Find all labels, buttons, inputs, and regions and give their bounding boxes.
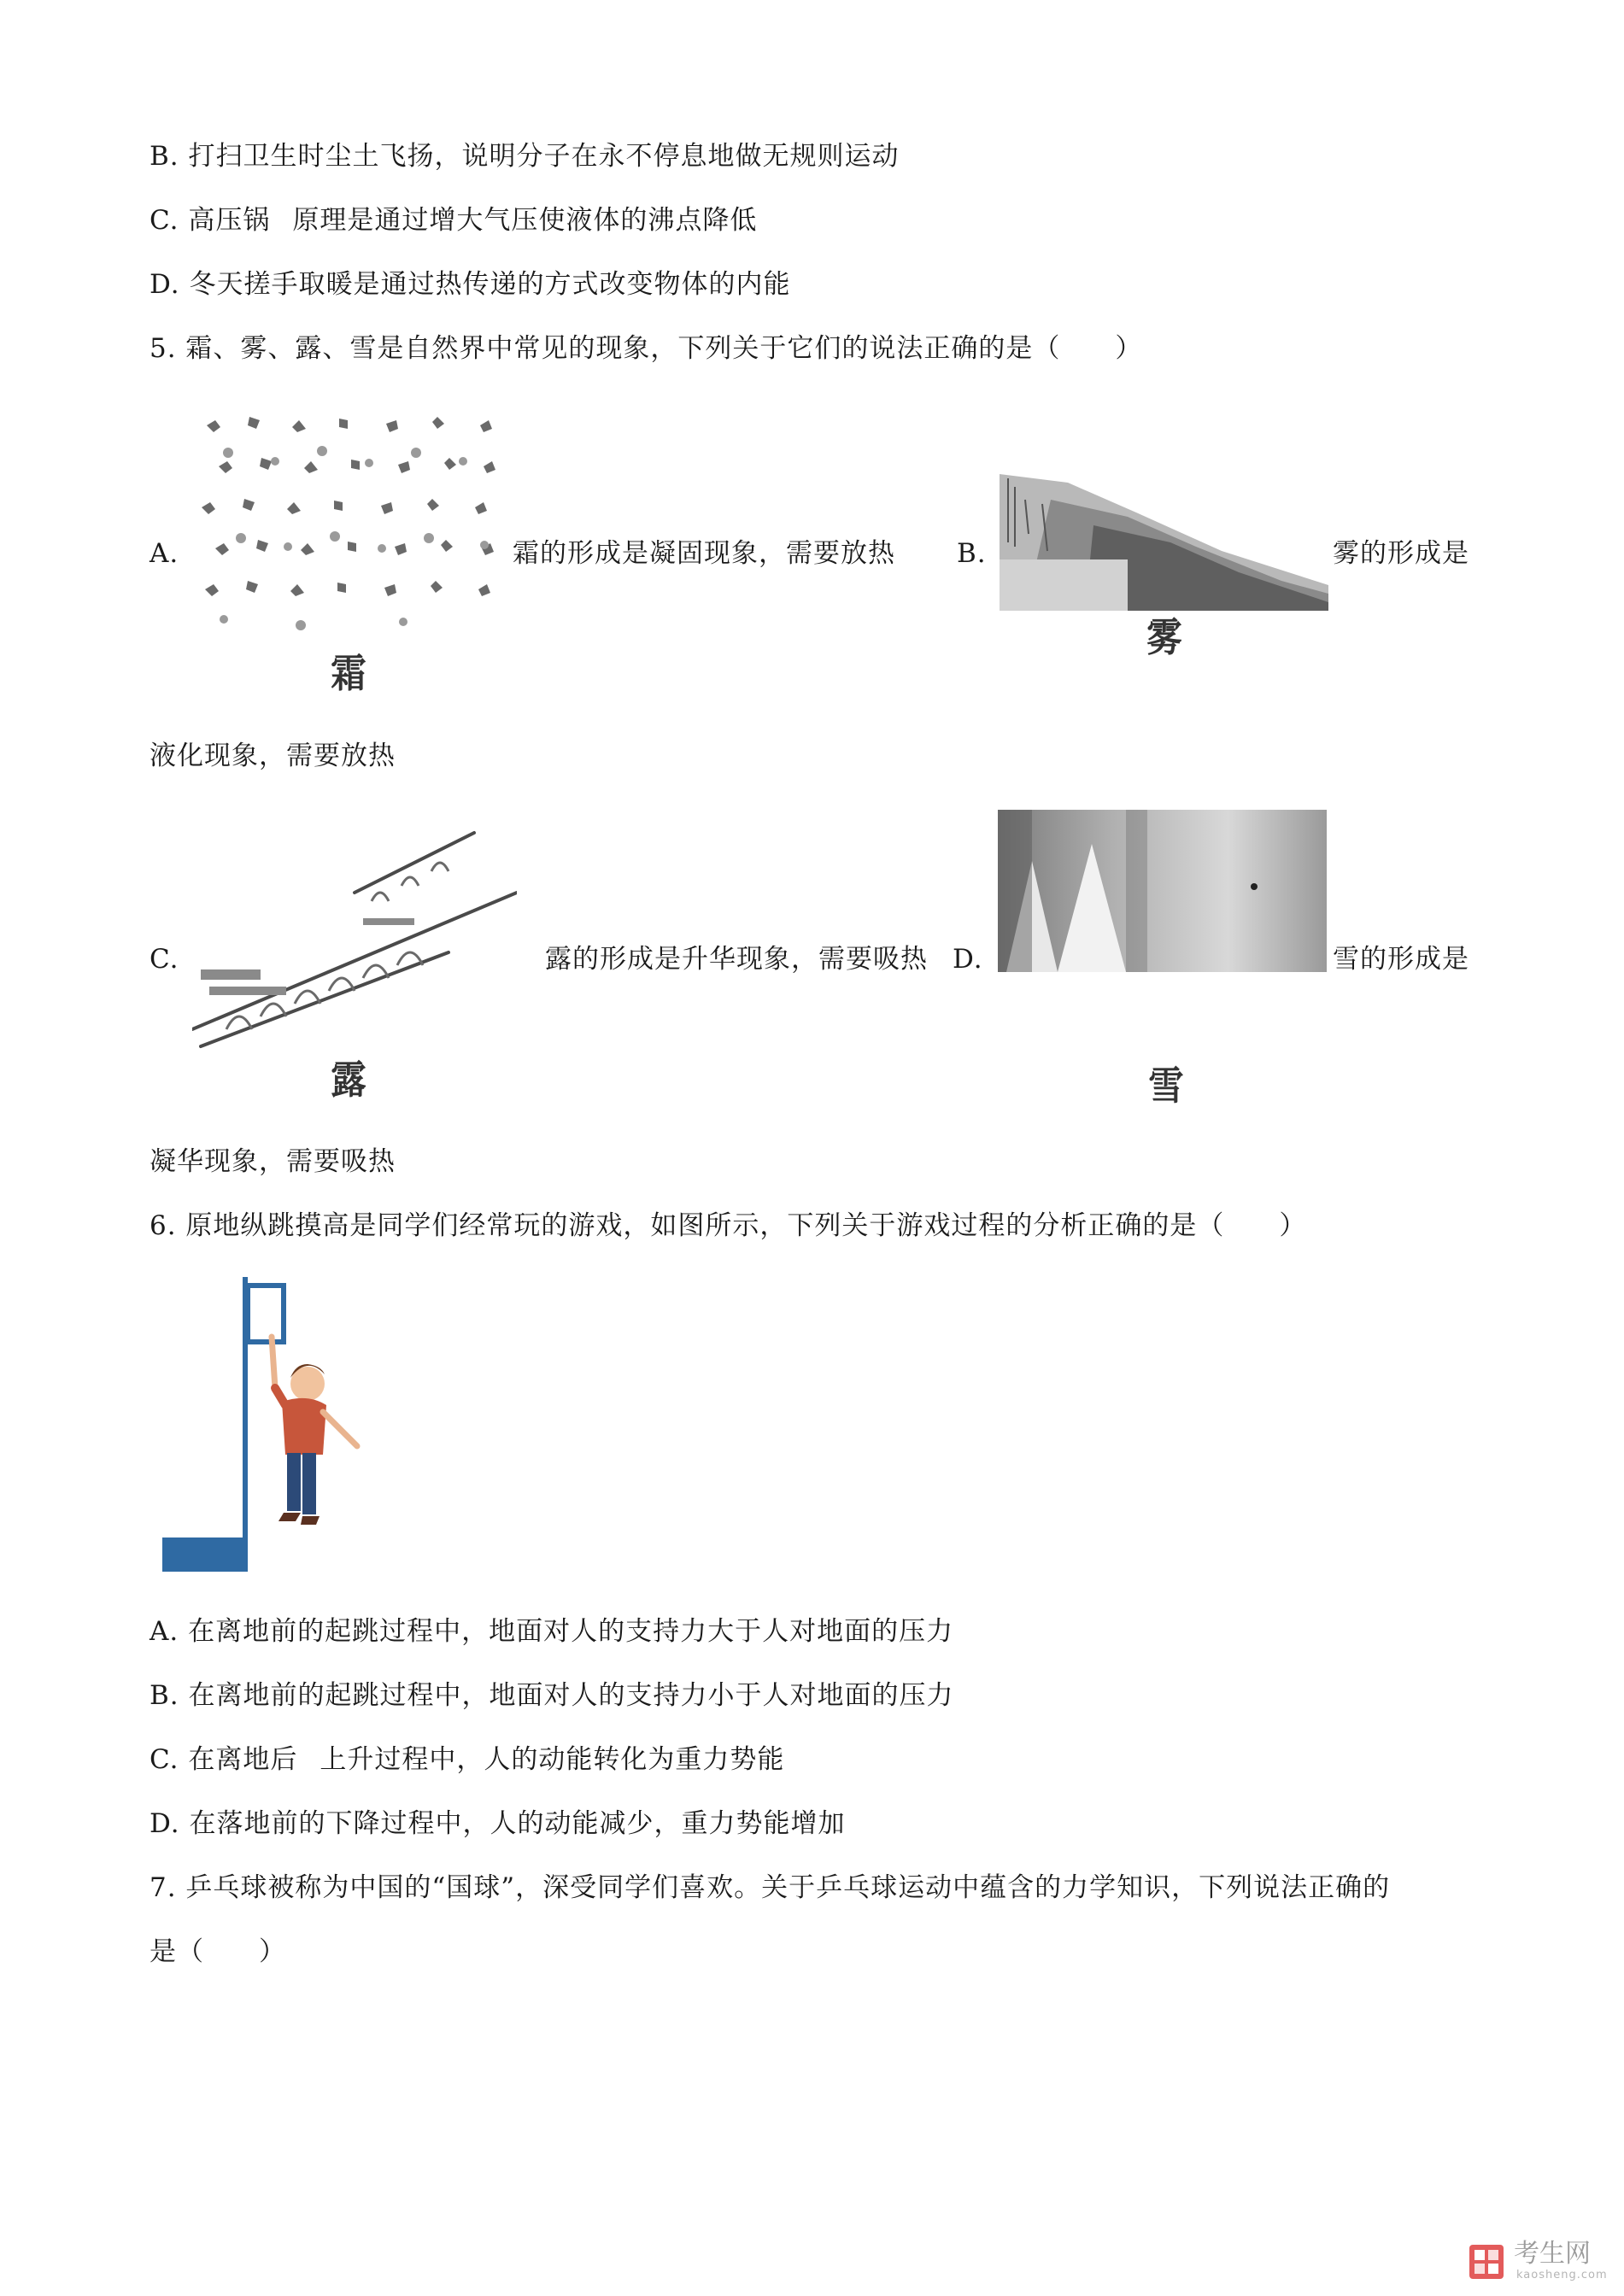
q5-option-d-label: D. xyxy=(953,944,983,975)
q6-option-c-part2: 上升过程中，人的动能转化为重力势能 xyxy=(320,1744,785,1775)
q5-option-b-text: 雾的形成是 xyxy=(1333,538,1469,569)
dew-caption: 露 xyxy=(331,1057,366,1103)
q6-option-b: B. 在离地前的起跳过程中，地面对人的支持力小于人对地面的压力 xyxy=(150,1680,954,1711)
q6-option-d: D. 在落地前的下降过程中，人的动能减少，重力势能增加 xyxy=(150,1808,846,1839)
q5-stem: 5. 霜、雾、露、雪是自然界中常见的现象，下列关于它们的说法正确的是（ ） xyxy=(150,333,1143,364)
q6-option-c-part1: C. 在离地后 xyxy=(150,1744,298,1775)
q5-option-a-label: A. xyxy=(150,538,179,569)
frost-image xyxy=(190,401,514,645)
q5-option-c-text: 露的形成是升华现象，需要吸热 xyxy=(545,944,928,975)
q4-option-c-part2: 原理是通过增大气压使液体的沸点降低 xyxy=(292,205,758,236)
q5-option-c-label: C. xyxy=(150,944,179,975)
fog-caption: 雾 xyxy=(1146,614,1182,660)
snow-image xyxy=(998,810,1327,972)
q5-option-b-continued: 液化现象，需要放热 xyxy=(150,741,396,771)
watermark-logo-icon xyxy=(1469,2245,1504,2279)
q7-stem-line2: 是（ ） xyxy=(150,1936,286,1967)
q6-stem: 6. 原地纵跳摸高是同学们经常玩的游戏，如图所示，下列关于游戏过程的分析正确的是（ ） xyxy=(150,1210,1307,1241)
fog-image xyxy=(1000,466,1328,611)
q4-option-d: D. 冬天搓手取暖是通过热传递的方式改变物体的内能 xyxy=(150,269,791,300)
dew-image xyxy=(192,824,517,1055)
q5-option-a-text: 霜的形成是凝固现象，需要放热 xyxy=(513,538,895,569)
q7-stem-line1: 7. 乒乓球被称为中国的“国球”，深受同学们喜欢。关于乒乓球运动中蕴含的力学知识，下列说法正确的 xyxy=(150,1872,1391,1903)
q4-option-b: B. 打扫卫生时尘土飞扬，说明分子在永不停息地做无规则运动 xyxy=(150,141,900,172)
q5-option-b-label: B. xyxy=(957,538,987,569)
q5-option-d-text: 雪的形成是 xyxy=(1333,944,1469,975)
jump-reach-figure xyxy=(162,1277,367,1572)
watermark-brand: 考生网 xyxy=(1514,2239,1591,2269)
frost-caption: 霜 xyxy=(331,650,366,696)
q5-option-d-continued: 凝华现象，需要吸热 xyxy=(150,1146,396,1177)
q6-option-a: A. 在离地前的起跳过程中，地面对人的支持力大于人对地面的压力 xyxy=(150,1616,954,1647)
watermark-domain: kaosheng.com xyxy=(1516,2269,1608,2281)
q4-option-c xyxy=(150,203,757,237)
q6-option-c xyxy=(150,1742,784,1777)
snow-caption: 雪 xyxy=(1148,1063,1184,1109)
q4-option-c-part1: C. 高压锅 xyxy=(150,205,271,236)
